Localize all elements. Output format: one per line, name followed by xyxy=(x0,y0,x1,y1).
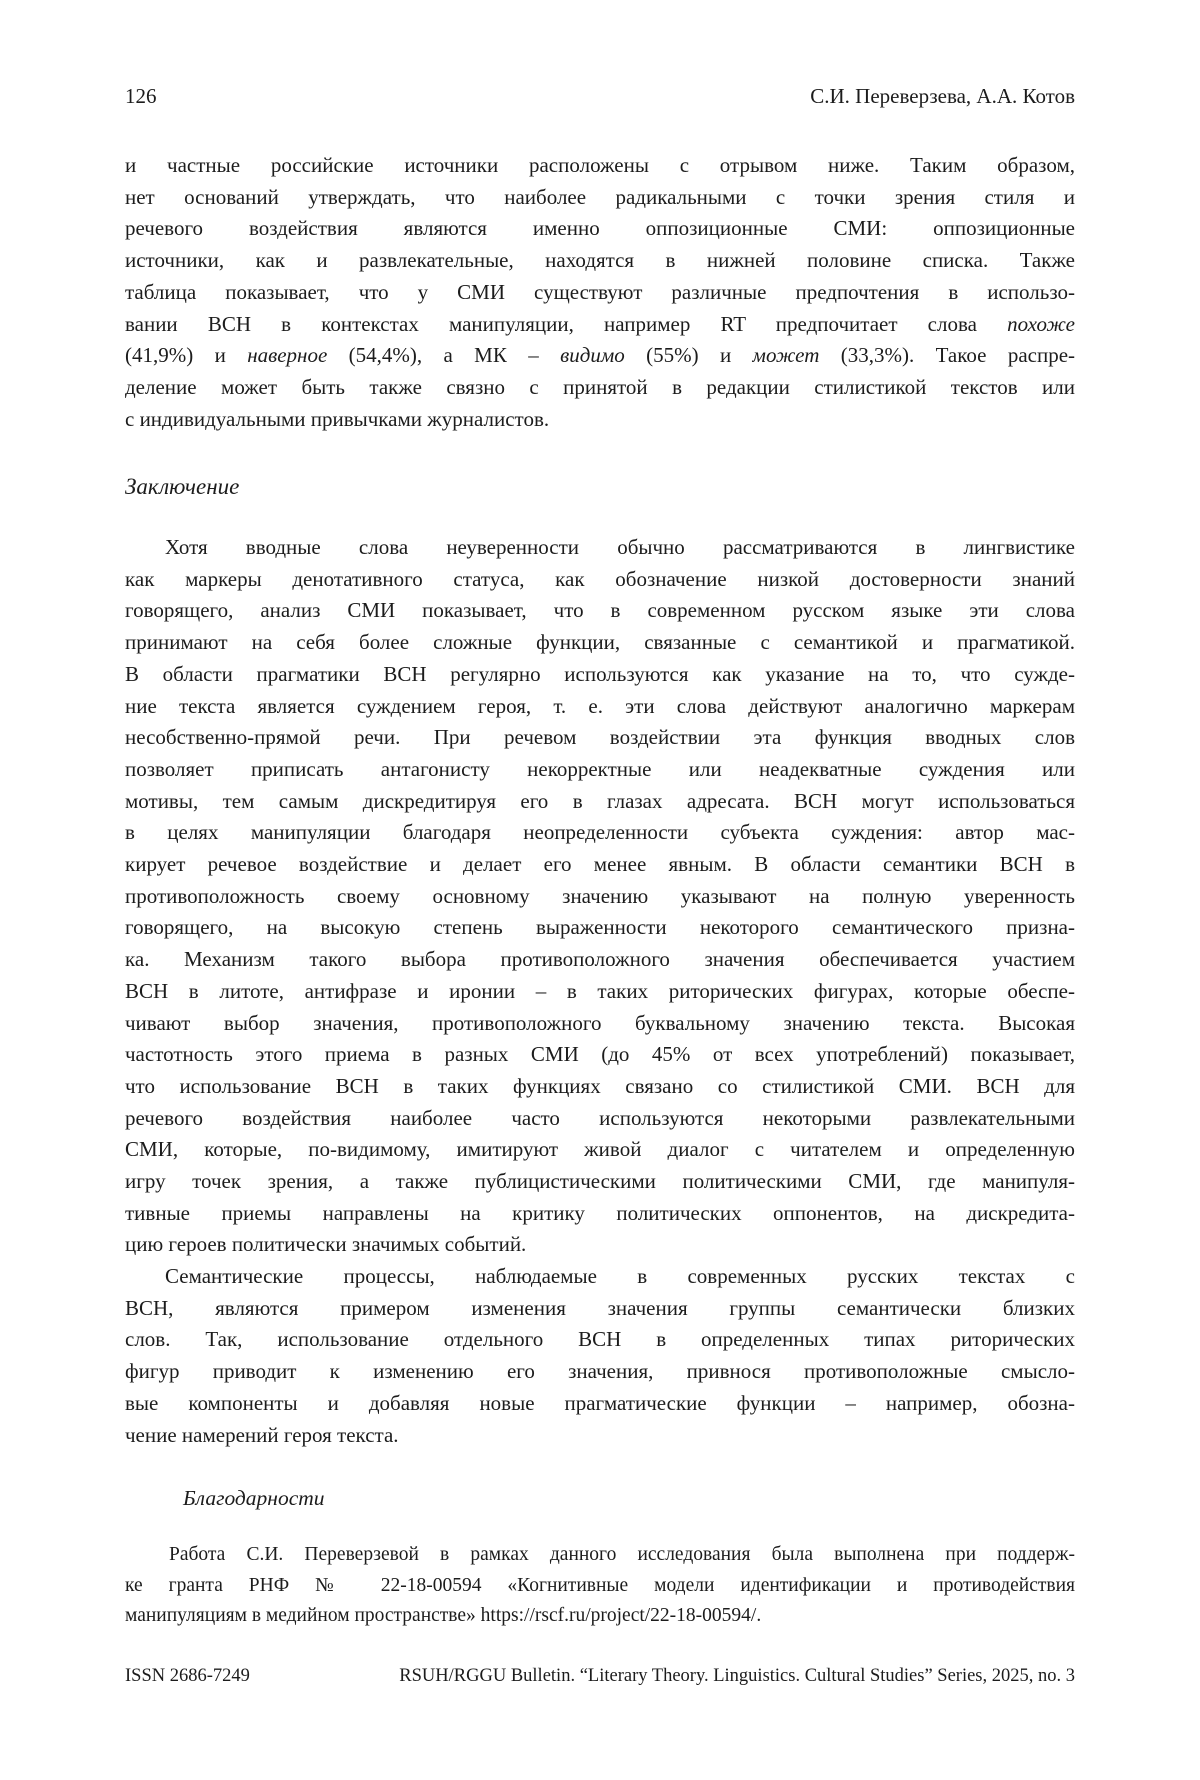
text-line: говорящего, на высокую степень выраженности некоторого семантического призна- xyxy=(125,915,1075,940)
text-line: принимают на себя более сложные функции, связанные с семантикой и прагматикой. xyxy=(125,630,1075,655)
text-line: вании ВСН в контекстах манипуляции, например RT предпочитает слова похоже xyxy=(125,311,1075,336)
text-line: кирует речевое воздействие и делает его менее явным. В области семантики ВСН в xyxy=(125,852,1075,877)
text-line: противоположность своему основному значению указывают на полную уверенность xyxy=(125,883,1075,908)
conclusion-paragraph-2 xyxy=(125,1261,1075,1451)
text-line: игру точек зрения, а также публицистическими политическими СМИ, где манипуля- xyxy=(125,1169,1075,1194)
text-line: речевого воздействия являются именно оппозиционные СМИ: оппозиционные xyxy=(125,216,1075,241)
text-line: позволяет приписать антагонисту некорректные или неадекватные суждения или xyxy=(125,756,1075,781)
text-line: цию героев политически значимых событий. xyxy=(125,1232,527,1257)
text-line: ке гранта РНФ № 22-18-00594 «Когнитивные модели идентификации и противодействия xyxy=(125,1574,1075,1596)
text-line: источники, как и развлекательные, находятся в нижней половине списка. Также xyxy=(125,248,1075,273)
text-line: ВСН, являются примером изменения значения группы семантически близких xyxy=(125,1295,1075,1320)
text-line: частотность этого приема в разных СМИ (до 45% от всех употреблений) показывает, xyxy=(125,1042,1075,1067)
text-line: В области прагматики ВСН регулярно используются как указание на то, что сужде- xyxy=(125,661,1075,686)
text-line: чение намерений героя текста. xyxy=(125,1422,399,1447)
text-line: ние текста является суждением героя, т. е. эти слова действуют аналогично маркерам xyxy=(125,693,1075,718)
text-line: чивают выбор значения, противоположного буквальному значению текста. Высокая xyxy=(125,1010,1075,1035)
text-line: вые компоненты и добавляя новые прагматические функции – например, обозна- xyxy=(125,1390,1075,1415)
paragraph-continuation xyxy=(125,150,1075,435)
page-footer xyxy=(125,1666,1075,1687)
acknowledgements-paragraph xyxy=(125,1540,1075,1632)
text-line: несобственно-прямой речи. При речевом воздействии эта функция вводных слов xyxy=(125,725,1075,750)
text-line: манипуляциям в медийном пространстве» https://rscf.ru/project/22-18-00594/. xyxy=(125,1605,762,1627)
text-line: фигур приводит к изменению его значения, привнося противоположные смысло- xyxy=(125,1359,1075,1384)
acknowledgements-heading: Благодарности xyxy=(183,1486,325,1510)
text-line: ВСН в литоте, антифразе и иронии – в таких риторических фигурах, которые обеспе- xyxy=(125,978,1075,1003)
text-line: говорящего, анализ СМИ показывает, что в современном русском языке эти слова xyxy=(125,598,1075,623)
footer-journal-line: RSUH/RGGU Bulletin. “Literary Theory. Linguistics. Cultural Studies” Series, 2025, no. 3 xyxy=(399,1666,1075,1686)
running-head xyxy=(125,84,1075,109)
text-line: (41,9%) и наверное (54,4%), а МК – видимо (55%) и может (33,3%). Такое распре- xyxy=(125,343,1076,368)
text-line: ка. Механизм такого выбора противоположного значения обеспечивается участием xyxy=(125,947,1075,972)
text-line: что использование ВСН в таких функциях связано со стилистикой СМИ. ВСН для xyxy=(125,1073,1075,1098)
text-line: деление может быть также связно с принятой в редакции стилистикой текстов или xyxy=(125,374,1075,399)
text-line: мотивы, тем самым дискредитируя его в глазах адресата. ВСН могут использоваться xyxy=(125,788,1075,813)
text-line: тивные приемы направлены на критику политических оппонентов, на дискредита- xyxy=(125,1200,1075,1225)
text-line: в целях манипуляции благодаря неопределенности субъекта суждения: автор мас- xyxy=(125,820,1075,845)
running-head-authors: С.И. Переверзева, А.А. Котов xyxy=(810,84,1075,108)
text-line: Работа С.И. Переверзевой в рамках данного исследования была выполнена при поддерж- xyxy=(169,1544,1075,1565)
conclusion-heading: Заключение xyxy=(125,474,240,499)
page-number: 126 xyxy=(125,84,157,108)
text-line: слов. Так, использование отдельного ВСН в определенных типах риторических xyxy=(125,1327,1075,1352)
conclusion-paragraph-1 xyxy=(125,532,1075,1261)
text-line: нет оснований утверждать, что наиболее радикальными с точки зрения стиля и xyxy=(125,184,1075,209)
text-line: Семантические процессы, наблюдаемые в современных русских текстах с xyxy=(165,1264,1075,1288)
text-line: Хотя вводные слова неуверенности обычно рассматриваются в лингвистике xyxy=(165,535,1075,559)
text-line: с индивидуальными привычками журналистов. xyxy=(125,406,550,431)
text-line: СМИ, которые, по-видимому, имитируют живой диалог с читателем и определенную xyxy=(125,1137,1075,1162)
text-line: и частные российские источники расположены с отрывом ниже. Таким образом, xyxy=(125,153,1075,177)
footer-issn: ISSN 2686-7249 xyxy=(125,1666,250,1686)
text-line: таблица показывает, что у СМИ существуют различные предпочтения в использо- xyxy=(125,279,1075,304)
text-line: речевого воздействия наиболее часто используются некоторыми развлекательными xyxy=(125,1105,1075,1130)
text-line: как маркеры денотативного статуса, как обозначение низкой достоверности знаний xyxy=(125,566,1075,591)
